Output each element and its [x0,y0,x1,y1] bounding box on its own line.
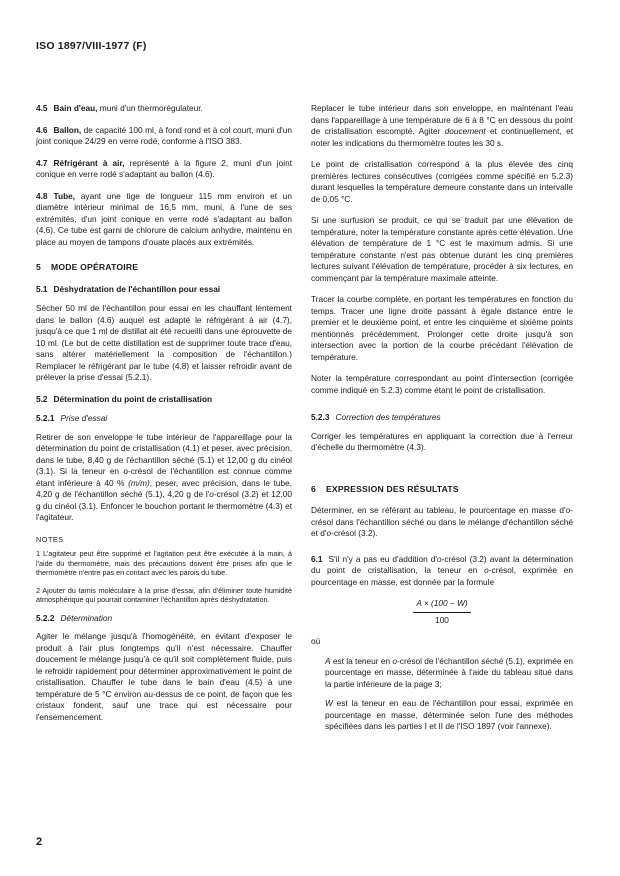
notes-title: NOTES [36,534,64,544]
subsection-number: 5.2.3 [311,412,330,422]
clause-4-8 [36,191,292,249]
section-6-heading [311,484,573,496]
symbol-a: A [325,655,331,666]
clause-text: ayant une tige de longueur 115 mm environ et un diamètre intérieur minimal de 16,5 mm, muni, à l'une de ses extrémités, d'un joint conique en verre rodé s'adaptant au ballon (4.6). Ce tube est garni de chlorure de calcium anhydre, maintenu en place au moyen de tampons d'ouate placés aux extrémités. [36,190,292,247]
text-run: -crésol (3.2) avant la détermination du point de cristallisation, la teneur en [311,553,573,575]
text-run: Déterminer, en se référant au tableau, le pourcentage en masse d' [311,505,566,515]
subsection-5-2-2-text: Agiter le mélange jusqu'à l'homogénéité, en évitant d'exposer le produit à l'air plus longtemps qu'il n'est nécessaire. Chauffer doucement le mélange jusqu'à ce qu'il soit complètement fluide, puis le refroidir rapidement pour déterminer approximativement le point de cristallisation. Chauffer le tube dans le bain d'eau (4.5) à une température de 5 °C environ au-dessus de ce point, de façon que les cristaux fondent, sauf une trace qui est nécessaire pour l'ensemencement. [36,631,292,722]
determination-para-5: Noter la température correspondant au point d'intersection (corrigée comme indiqué en 5.2.3) comme étant le point de cristallisation. [311,373,573,395]
subsection-number: 5.2.2 [36,612,55,623]
clause-number: 6.1 [311,553,323,564]
text-run: -crésol, exprimée en pourcentage en masse, est donnée par la formule [311,565,573,587]
clause-6-1 [311,554,573,589]
subsection-title: Déshydratation de l'échantillon pour essai [53,283,221,294]
clause-text: de capacité 100 ml, à fond rond et à col court, muni d'un joint conique 24/29 en verre rodé, conforme à l'ISO 383. [36,124,292,146]
subsection-5-1-text: Sécher 50 ml de l'échantillon pour essai en les chauffant lentement dans le ballon (4.6) auquel est adapté le réfrigérant à air (4.7), jusqu'à ce que 1 ml de distillat ait été recueilli dans une éprouvette de 10 ml. (Le but de cette distillation est de supprimer toute trace d'eau, sans altérer matériellement la composition de l'échantillon.) Remplacer le réfrigérant par le tube (4.8) et laisser refroidir avant de prélever la prise d'essai (5.2.1). [36,303,292,382]
text-run: S'il n'y a pas eu d'addition d' [328,553,437,564]
italic-word: doucement [444,126,486,136]
italic-o: o [484,565,489,575]
section-6-text [311,505,573,540]
clause-text: représenté à la figure 2, muni d'un joint conique en verre rodé s'adaptant au ballon (4.6). [36,157,293,179]
definition-w [325,698,573,733]
clause-4-6 [36,125,292,148]
text-run: est la teneur en eau de l'échantillon pour essai, exprimée en pourcentage en masse, déterminée selon l'une des méthodes spécifiées dans les parties I et II de l'ISO 1897 (voir l'annexe). [325,698,573,731]
subsection-5-2-heading [36,394,292,406]
formula-numerator: A × (100 − W) [413,598,470,613]
italic-o: o [436,553,442,564]
subsection-5-2-2-heading [36,613,292,625]
text-run: Retirer de son enveloppe le tube intérieur de l'appareillage pour la détermination du point de cristallisation (4.1) et peser, avec précision, dans le tube, 8,40 g de l'échantillon séché (5.1) et 12,00 g du cinéol (3.1). Si la teneur en o-crésol de l'échantillon est connue comme étant inférieure à 40 % [36,431,292,488]
text-run: -crésol dans l'échantillon séché ou dans le mélange d'échantillon séché et d' [311,505,573,538]
determination-para-3: Si une surfusion se produit, ce qui se traduit par une élévation de température, noter la température constante après cette élévation. Une élévation de température de 1 °C est le maximum admis. Si une température constante n'est pas obtenue durant les cinq premières lectures suivant l'élévation de température, procéder à six lectures, en commençant par la température maximale atteinte. [311,215,573,283]
text-run: -crésol (3.2) et 12,00 g du cinéol (3.1). Enfoncer le bouchon portant le thermomètre (4.3) et l'agitateur. [36,489,292,522]
italic-o: o [565,505,571,515]
where-label: où [311,636,321,646]
subsection-title: Correction des températures [335,412,441,422]
definition-a [325,656,573,691]
subsection-5-1-heading [36,284,292,296]
clause-number: 4.7 [36,157,48,168]
subsection-5-2-3-heading [311,412,573,424]
symbol-w: W [325,698,333,708]
right-column [311,103,573,741]
italic-o: o [392,655,398,666]
subsection-title: Prise d'essai [60,413,108,423]
subsection-number: 5.1 [36,283,48,294]
clause-number: 4.8 [36,190,48,201]
clause-title: Bain d'eau, [53,103,98,113]
text-run: Replacer le tube intérieur dans son enveloppe, en maintenant l'eau dans l'appareillage à une température de 6 à 8 °C en dessous du point de cristallisation escompté. Agiter [311,103,573,136]
clause-title: Réfrigérant à air, [53,157,125,168]
formula-denominator: 100 [435,614,449,625]
clause-number: 4.6 [36,124,48,135]
subsection-title: Détermination du point de cristallisation [53,393,213,404]
section-title: EXPRESSION DES RÉSULTATS [325,483,459,494]
page-number: 2 [36,836,43,848]
subsection-5-2-1-text [36,432,292,524]
note-1: 1 L'agitateur peut être supprimé et l'agitation peut être exécutée à la main, à l'aide du thermomètre, mais des précautions doivent être prises afin que le thermomètre n'entre pas en contact avec les parois du tube. [36,549,292,578]
section-5-heading [36,262,292,274]
left-column [36,103,292,733]
determination-para-1 [311,103,573,149]
text-run: -crésol de l'échantillon séché (5.1), exprimée en pourcentage en masse, déterminée à l'aide du tableau situé dans la partie inférieure de la page 3; [325,655,573,689]
determination-para-2: Le point de cristallisation correspond à la plus élevée des cinq premières lectures consécutives (corrigées comme spécifié en 5.2.3) durant lesquelles la température demeure constante dans un intervalle de 0,05 °C. [311,159,573,204]
clause-title: Tube, [53,190,76,201]
subsection-number: 5.2.1 [36,413,55,423]
formula [311,598,573,626]
clause-title: Ballon, [53,124,82,135]
clause-4-5 [36,103,292,115]
note-2: 2 Ajouter du tamis moléculaire à la prise d'essai, afin d'éliminer toute humidité atmosphérique qui pourrait contaminer l'échantillon après déshydratation. [36,585,292,605]
italic-o: o [209,489,214,499]
section-title: MODE OPÉRATOIRE [50,262,139,272]
determination-para-4: Tracer la courbe complète, en portant les températures en fonction du temps. Tracer une ligne droite passant à égale distance entre le premier et le deuxième point, et entre les cinquième et sixième points mentionnés précédemment. Prolonger cette droite jusqu'à son intersection avec la portion de la courbe précédant l'élévation de température. [311,294,573,362]
clause-number: 4.5 [36,103,48,113]
subsection-number: 5.2 [36,393,48,404]
clause-text: muni d'un thermorégulateur. [97,103,203,113]
italic-o: o [326,528,332,538]
clause-4-7 [36,158,292,181]
text-run: -crésol (3.2). [331,528,378,538]
document-header: ISO 1897/VIII-1977 (F) [36,40,147,52]
text-run: est la teneur en [330,655,393,666]
subsection-title: Détermination [60,612,113,623]
text-run: , peser, avec précision, dans le tube, 4,20 g de l'échantillon séché (5.1), 4,20 g de l' [36,477,292,499]
section-number: 6 [311,483,316,494]
section-number: 5 [36,262,41,272]
text-run: et continuellement, et noter les indications du thermomètre toutes les 30 s. [311,126,573,148]
unit-mm: (m/m) [128,477,150,488]
subsection-5-2-3-text: Corriger les températures en appliquant la correction due à l'erreur d'échelle du thermomètre (4.3). [311,430,573,452]
subsection-5-2-1-heading [36,413,292,425]
fraction [413,598,470,626]
